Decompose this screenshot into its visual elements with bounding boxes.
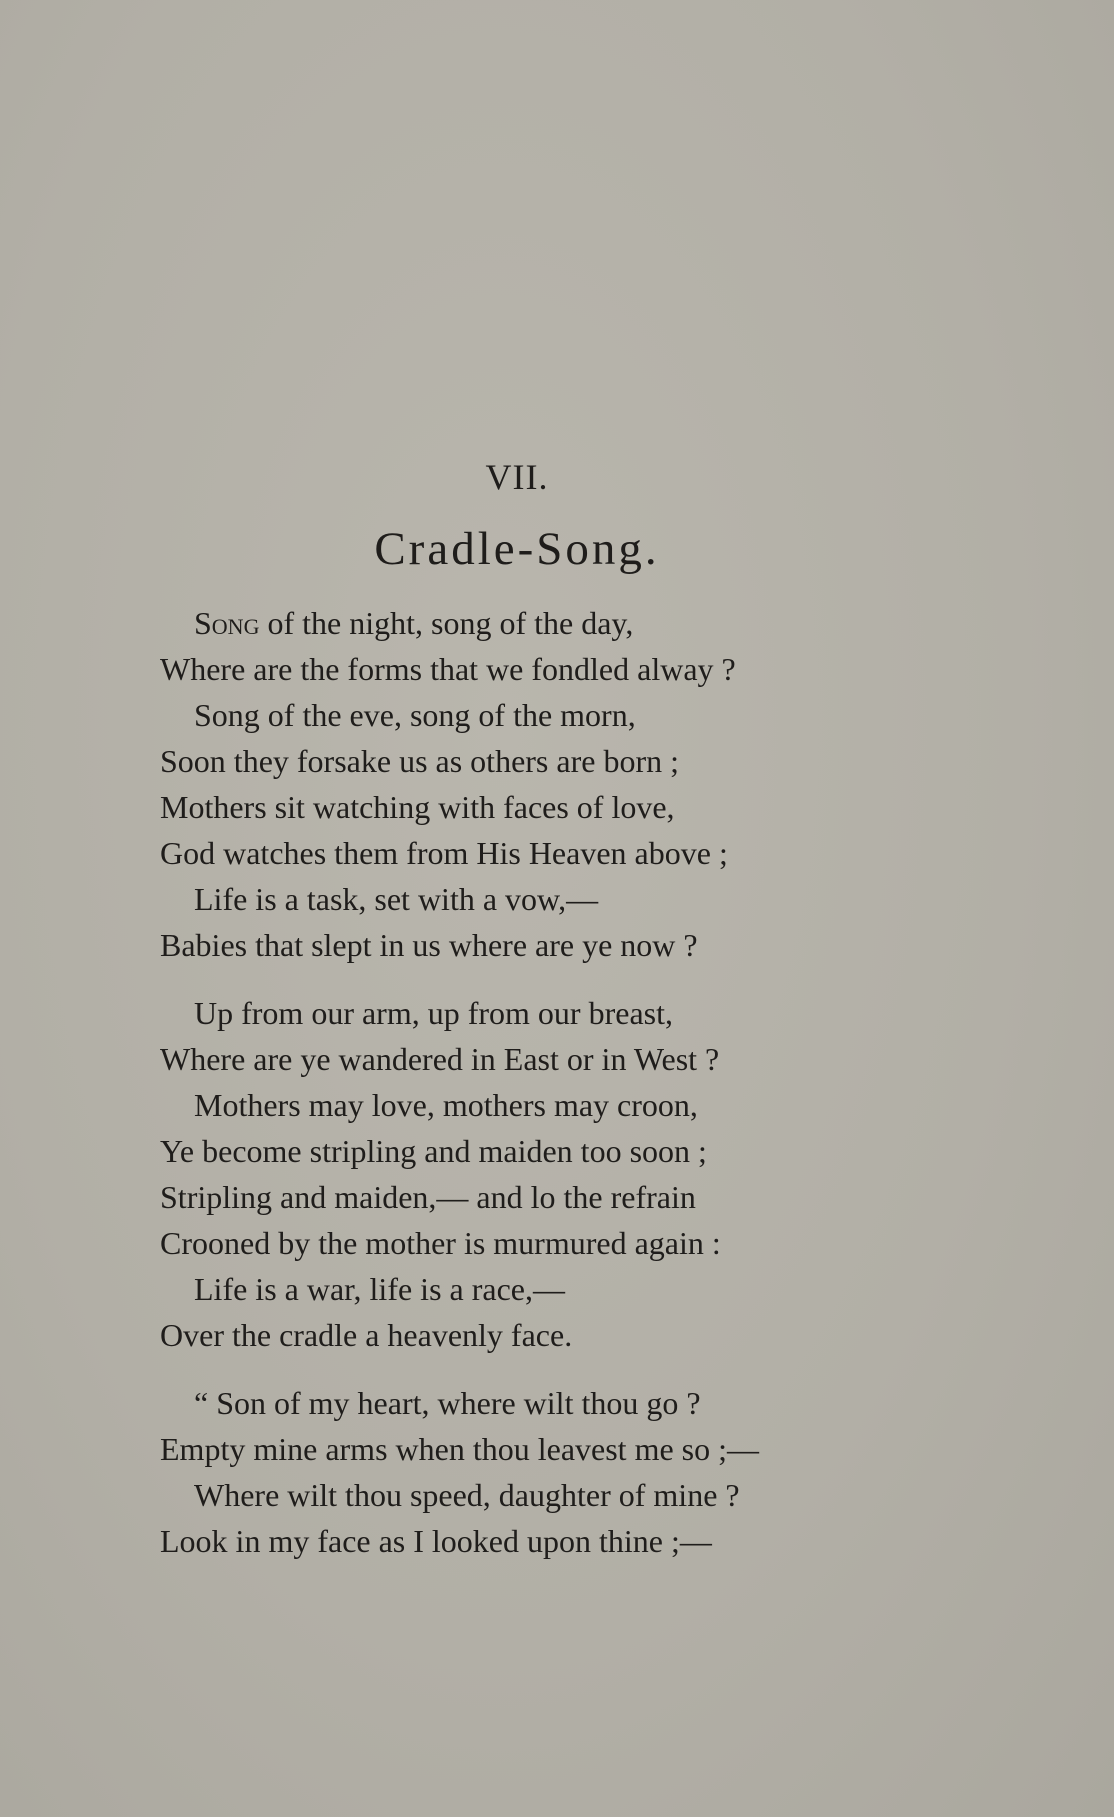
line-text: of the night, song of the day, — [259, 605, 634, 641]
poem-line: “ Son of my heart, where wilt thou go ? — [194, 1385, 701, 1421]
chapter-numeral: VII. — [485, 457, 549, 497]
poem-line: God watches them from His Heaven above ; — [160, 835, 728, 871]
poem-line: Empty mine arms when thou leavest me so ;— — [160, 1431, 759, 1467]
poem-line: Where are the forms that we fondled alway ? — [160, 651, 736, 687]
poem-line: Over the cradle a heavenly face. — [160, 1317, 573, 1353]
poem-line: Stripling and maiden,— and lo the refrain — [160, 1179, 696, 1215]
poem-line: Song of the eve, song of the morn, — [194, 697, 636, 733]
poem-line: Where are ye wandered in East or in West ? — [160, 1041, 720, 1077]
poem-line: Up from our arm, up from our breast, — [194, 995, 673, 1031]
poem-line: Mothers sit watching with faces of love, — [160, 789, 675, 825]
poem-line: Babies that slept in us where are ye now ? — [160, 927, 698, 963]
poem-line: Soon they forsake us as others are born ; — [160, 743, 679, 779]
poem-line: Crooned by the mother is murmured again : — [160, 1225, 721, 1261]
stanza-3 — [160, 1380, 1040, 1564]
stanza-1 — [160, 600, 1040, 968]
poem-line: Look in my face as I looked upon thine ;— — [160, 1523, 712, 1559]
poem-title: Cradle-Song. — [374, 523, 660, 575]
drop-word: Song — [194, 605, 260, 641]
poem-line — [160, 600, 1040, 646]
poem-body — [160, 600, 1040, 1564]
poem-line: Life is a war, life is a race,— — [194, 1271, 565, 1307]
stanza-break — [160, 968, 1040, 990]
stanza-2 — [160, 990, 1040, 1358]
poem-line: Mothers may love, mothers may croon, — [194, 1087, 698, 1123]
stanza-break — [160, 1358, 1040, 1380]
poem-line: Life is a task, set with a vow,— — [194, 881, 599, 917]
poem-line: Ye become stripling and maiden too soon ; — [160, 1133, 707, 1169]
poem-line: Where wilt thou speed, daughter of mine ? — [194, 1477, 740, 1513]
